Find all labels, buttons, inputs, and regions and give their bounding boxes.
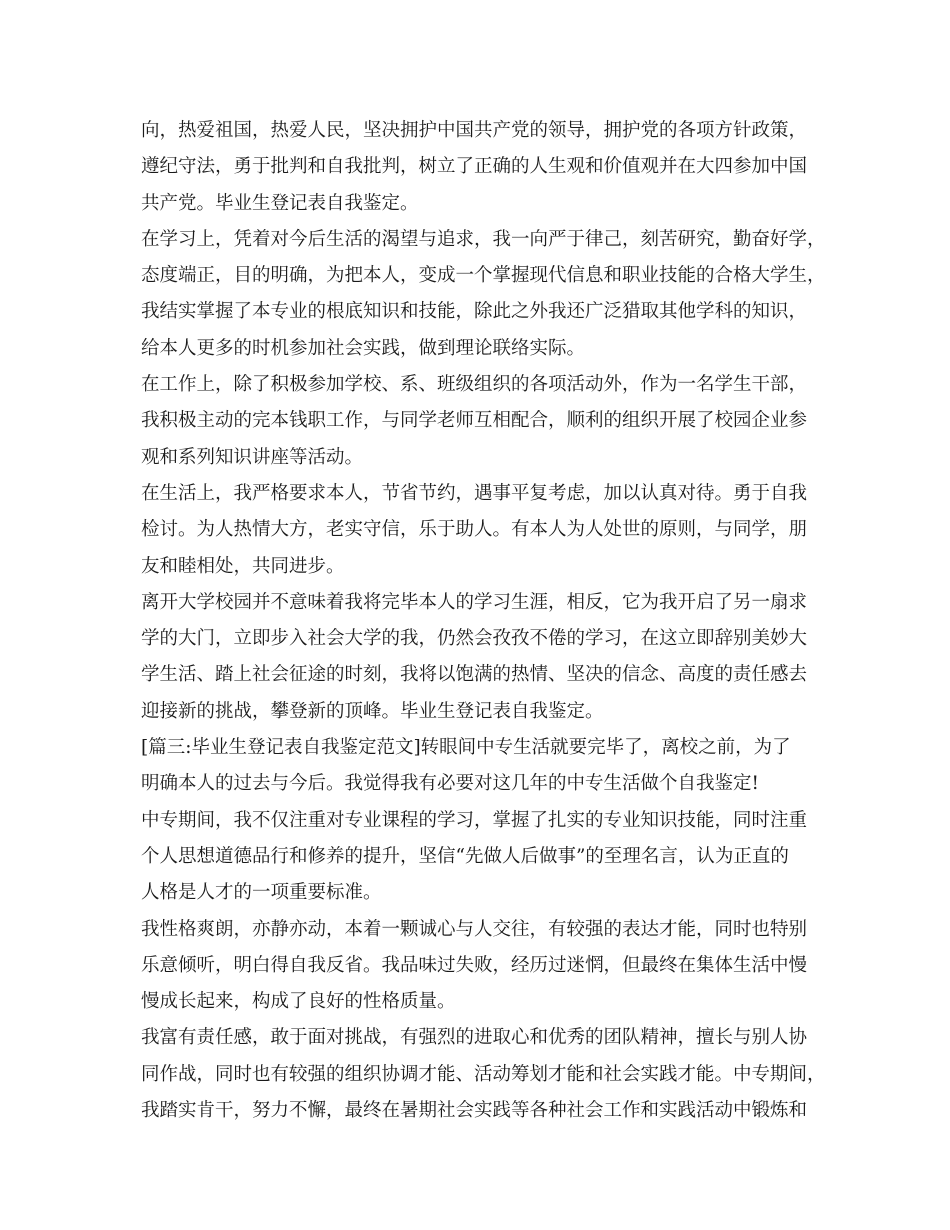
text-line: 检讨。为人热情大方，老实守信，乐于助人。有本人为人处世的原则，与同学，朋 bbox=[141, 519, 808, 541]
text-line: 我踏实肯干，努力不懈，最终在暑期社会实践等各种社会工作和实践活动中锻炼和 bbox=[141, 1100, 808, 1122]
text-line: 慢成长起来，构成了良好的性格质量。 bbox=[141, 991, 456, 1013]
text-line: 我结实掌握了本专业的根底知识和技能，除此之外我还广泛猎取其他学科的知识， bbox=[141, 301, 808, 323]
text-line: 离开大学校园并不意味着我将完毕本人的学习生涯，相反，它为我开启了另一扇求 bbox=[141, 591, 808, 613]
text-line: 在工作上，除了积极参加学校、系、班级组织的各项活动外，作为一名学生干部， bbox=[141, 374, 808, 396]
text-line: 向，热爱祖国，热爱人民，坚决拥护中国共产党的领导，拥护党的各项方针政策， bbox=[141, 120, 808, 141]
text-line: 个人思想道德品行和修养的提升，坚信“先做人后做事”的至理名言，认为正直的 bbox=[141, 845, 789, 867]
text-line: 观和系列知识讲座等活动。 bbox=[141, 446, 364, 468]
text-line: 友和睦相处，共同进步。 bbox=[141, 555, 345, 577]
text-line: 我富有责任感，敢于面对挑战，有强烈的进取心和优秀的团队精神，擅长与别人协 bbox=[141, 1027, 808, 1049]
text-line: 在生活上，我严格要求本人，节省节约，遇事平复考虑，加以认真对待。勇于自我 bbox=[141, 482, 808, 504]
text-line: 乐意倾听，明白得自我反省。我品味过失败，经历过迷惘，但最终在集体生活中慢 bbox=[141, 954, 808, 976]
text-line: 中专期间，我不仅注重对专业课程的学习，掌握了扎实的专业知识技能，同时注重 bbox=[141, 809, 808, 831]
text-line: 我积极主动的完本钱职工作，与同学老师互相配合，顺利的组织开展了校园企业参 bbox=[141, 410, 808, 432]
text-line: [篇三:毕业生登记表自我鉴定范文]转眼间中专生活就要完毕了，离校之前，为了 bbox=[141, 737, 791, 759]
text-line: 学的大门，立即步入社会大学的我，仍然会孜孜不倦的学习，在这立即辞别美妙大 bbox=[141, 628, 808, 650]
text-line: 人格是人才的一项重要标准。 bbox=[141, 882, 382, 904]
document-body bbox=[141, 113, 826, 1129]
text-line: 共产党。毕业生登记表自我鉴定。 bbox=[141, 192, 419, 214]
text-line: 学生活、踏上社会征途的时刻，我将以饱满的热情、坚决的信念、高度的责任感去 bbox=[141, 664, 808, 686]
text-line: 同作战，同时也有较强的组织协调才能、活动筹划才能和社会实践才能。中专期间， bbox=[141, 1063, 826, 1085]
text-line: 遵纪守法，勇于批判和自我批判，树立了正确的人生观和价值观并在大四参加中国 bbox=[141, 156, 808, 178]
text-line: 明确本人的过去与今后。我觉得我有必要对这几年的中专生活做个自我鉴定! bbox=[141, 773, 759, 795]
text-line: 在学习上，凭着对今后生活的渴望与追求，我一向严于律己，刻苦研究，勤奋好学， bbox=[141, 228, 826, 250]
text-line: 迎接新的挑战，攀登新的顶峰。毕业生登记表自我鉴定。 bbox=[141, 700, 604, 722]
text-line: 我性格爽朗，亦静亦动，本着一颗诚心与人交往，有较强的表达才能，同时也特别 bbox=[141, 918, 808, 940]
text-line: 给本人更多的时机参加社会实践，做到理论联络实际。 bbox=[141, 337, 586, 359]
text-line: 态度端正，目的明确，为把本人，变成一个掌握现代信息和职业技能的合格大学生， bbox=[141, 265, 826, 287]
